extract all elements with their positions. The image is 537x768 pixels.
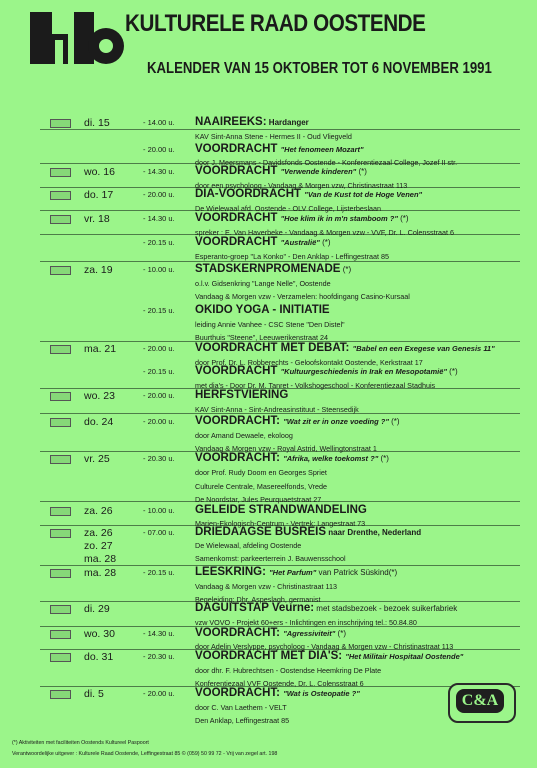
event-detail: Begeleiding: Dhr. Aspeslagh, germanist (195, 595, 321, 604)
calendar-row (0, 581, 537, 595)
event-title (195, 365, 458, 377)
event-detail: spreker : E. Van Haverbeke - Vandaag & Morgen vzw - VVF, Dr. L. Colensstraat 6 (195, 228, 454, 237)
event-day: vr. 18 (84, 213, 110, 225)
event-detail: leiding Annie Vanhee - CSC Stene "Den Distel" (195, 320, 345, 329)
calendar-row (0, 453, 537, 467)
event-note: (*) (335, 629, 346, 638)
event-detail: KAV Sint-Anna Stene - Hermes II - Oud Vliegveld (195, 132, 352, 141)
event-title-text: VOORDRACHT (195, 212, 278, 224)
calendar-row (0, 505, 537, 519)
event-title (195, 504, 367, 516)
event-title (195, 212, 409, 224)
checkbox-icon (50, 418, 71, 427)
calendar-row (0, 527, 537, 541)
event-day: zo. 27 (84, 540, 113, 552)
event-day: wo. 16 (84, 166, 115, 178)
event-title-text: VOORDRACHT (195, 365, 278, 377)
event-time: - 10.00 u. (143, 506, 175, 515)
event-title-text: VOORDRACHT: (195, 452, 280, 464)
calendar-row (0, 117, 537, 131)
event-title (195, 165, 367, 177)
event-note: (*) (397, 214, 409, 223)
event-detail: met dia's - Door Dr. M. Tanret - Volkshogeschool - Konferentiezaal Stadhuis (195, 381, 436, 390)
event-topic: "Agressiviteit" (283, 629, 336, 638)
event-detail: De Wielewaal afd. Oostende - OLV College, Lijsterbeslaan (195, 204, 382, 213)
event-topic: "Wat is Osteopatie ?" (283, 689, 360, 698)
event-topic: "Wat zit er in onze voeding ?" (283, 417, 389, 426)
calendar-row (0, 237, 537, 251)
event-title-text: DAGUITSTAP Veurne: (195, 602, 315, 614)
event-day: ma. 28 (84, 553, 117, 565)
event-title (195, 263, 351, 275)
event-day: di. 5 (84, 688, 104, 700)
event-time: - 20.30 u. (143, 454, 175, 463)
event-note: met stadsbezoek - bezoek suikerfabriek (314, 604, 458, 613)
event-note: (*) (340, 265, 352, 274)
event-title (195, 452, 389, 464)
calendar-row (0, 291, 537, 305)
event-title-text: LEESKRING: (195, 566, 266, 578)
event-detail: o.l.v. Gidsenkring "Lange Nelle", Oostende (195, 279, 331, 288)
event-time: - 20.00 u. (143, 190, 175, 199)
event-time: - 20.00 u. (143, 391, 175, 400)
event-title-text: DIA-VOORDRACHT (195, 188, 302, 200)
page-subtitle: KALENDER VAN 15 OKTOBER TOT 6 NOVEMBER 1991 (147, 60, 492, 77)
event-title-text: VOORDRACHT (195, 236, 278, 248)
event-title (195, 188, 422, 200)
event-detail: Samenkomst: parkeerterrein J. Bauwensschool (195, 554, 346, 563)
event-detail: Vandaag & Morgen vzw - Royal Astrid, Wellingtonstraat 1 (195, 444, 377, 453)
calendar-row (0, 366, 537, 380)
calendar-row (0, 278, 537, 292)
ca-logo (448, 683, 516, 723)
event-topic: "Australië" (280, 238, 320, 247)
calendar-row (0, 264, 537, 278)
calendar-row (0, 144, 537, 158)
kb-logo (30, 12, 126, 64)
event-title (195, 342, 495, 354)
event-detail: door Prof. Dr. L. Robberechts - Geloofskontakt Oostende, Kerkstraat 17 (195, 358, 423, 367)
calendar-row (0, 651, 537, 665)
event-detail: De Noordstar, Jules Peurquaetstraat 27 (195, 495, 322, 504)
event-title (195, 602, 457, 614)
calendar-row (0, 305, 537, 319)
event-day: wo. 23 (84, 390, 115, 402)
event-time: - 14.00 u. (143, 118, 175, 127)
event-detail: door Adelin Verslyppe, psycholoog - Vandaag & Morgen vzw - Christinastraat 113 (195, 642, 454, 651)
event-topic: "Het Militair Hospitaal Oostende" (345, 652, 464, 661)
event-topic: "Van de Kust tot de Hoge Venen" (304, 190, 423, 199)
event-detail: door een psycholoog - Vandaag & Morgen vzw, Christinastraat 113 (195, 181, 408, 190)
event-time: - 20.15 u. (143, 367, 175, 376)
checkbox-icon (50, 605, 71, 614)
event-detail: Vandaag & Morgen vzw - Christinastraat 113 (195, 582, 337, 591)
event-day: do. 31 (84, 651, 114, 663)
event-day: do. 17 (84, 189, 114, 201)
calendar-row (0, 553, 537, 567)
event-time: - 20.15 u. (143, 238, 175, 247)
checkbox-icon (50, 690, 71, 699)
event-title-text: VOORDRACHT MET DEBAT: (195, 342, 350, 354)
event-title (195, 687, 360, 699)
event-title-text: OKIDO YOGA - INITIATIE (195, 304, 330, 316)
checkbox-icon (50, 266, 71, 275)
event-detail: Konferentiezaal VVF Oostende, Dr. L. Colensstraat 6 (195, 679, 364, 688)
event-note: (*) (388, 417, 400, 426)
event-time: - 20.15 u. (143, 306, 175, 315)
event-title-text: VOORDRACHT: (195, 627, 280, 639)
event-note: (*) (446, 367, 458, 376)
event-title (195, 389, 288, 401)
event-title-text: VOORDRACHT (195, 143, 278, 155)
calendar-row (0, 540, 537, 554)
event-day: za. 26 (84, 505, 113, 517)
event-detail: door dhr. F. Hubrechtsen - Oostendse Heemkring De Plate (195, 666, 382, 675)
event-detail: Buurthuis "Steene", Leeuwerikenstraat 24 (195, 333, 328, 342)
checkbox-icon (50, 168, 71, 177)
calendar-row (0, 467, 537, 481)
event-day: vr. 25 (84, 453, 110, 465)
event-detail: KAV Sint-Anna - Sint-Andreasinstituut - Steensedijk (195, 405, 359, 414)
checkbox-icon (50, 653, 71, 662)
event-day: di. 29 (84, 603, 110, 615)
calendar-row (0, 390, 537, 404)
event-title (195, 650, 463, 662)
calendar-row (0, 603, 537, 617)
event-title-suffix: naar Drenthe, Nederland (326, 528, 422, 537)
event-day: wo. 30 (84, 628, 115, 640)
event-title (195, 143, 364, 155)
calendar-row (0, 343, 537, 357)
checkbox-icon (50, 392, 71, 401)
checkbox-icon (50, 569, 71, 578)
checkbox-icon (50, 119, 71, 128)
event-title-text: DRIEDAAGSE BUSREIS (195, 526, 326, 538)
event-day: za. 26 (84, 527, 113, 539)
event-title (195, 415, 400, 427)
event-title (195, 627, 346, 639)
event-detail: Culturele Centrale, Masereelfonds, Vrede (195, 482, 327, 491)
event-detail: door Prof. Rudy Doom en Georges Spriet (195, 468, 327, 477)
event-detail: door C. Van Laethem - VELT (195, 703, 287, 712)
event-detail: Vandaag & Morgen vzw - Verzamelen: hoofdingang Casino-Kursaal (195, 292, 410, 301)
event-time: - 14.30 u. (143, 629, 175, 638)
event-note: (*) (356, 167, 367, 176)
event-title-text: VOORDRACHT MET DIA'S: (195, 650, 343, 662)
calendar-row (0, 481, 537, 495)
checkbox-icon (50, 191, 71, 200)
event-title-text: VOORDRACHT (195, 165, 278, 177)
page-title: KULTURELE RAAD OOSTENDE (125, 10, 426, 37)
checkbox-icon (50, 630, 71, 639)
event-title-text: VOORDRACHT: (195, 415, 280, 427)
event-time: - 14.30 u. (143, 214, 175, 223)
event-detail: Marien-Ekologisch-Centrum - Vertrek: Langestraat 73 (195, 519, 366, 528)
event-title (195, 116, 309, 128)
checkbox-icon (50, 455, 71, 464)
event-title (195, 566, 397, 578)
event-title (195, 236, 331, 248)
event-title-text: NAAIREEKS: (195, 116, 267, 128)
event-title (195, 526, 421, 538)
event-time: - 20.00 u. (143, 417, 175, 426)
event-note: (*) (319, 238, 331, 247)
ca-logo-text: C&A (456, 689, 504, 713)
event-day: ma. 28 (84, 567, 117, 579)
checkbox-icon (50, 529, 71, 538)
event-topic: "Afrika, welke toekomst ?" (283, 454, 379, 463)
event-detail: Esperanto-groep "La Konko" - Den Anklap - Leffingestraat 85 (195, 252, 389, 261)
calendar-row (0, 567, 537, 581)
event-note: van Patrick Süskind(*) (316, 568, 398, 577)
event-title-text: HERFSTVIERING (195, 389, 289, 401)
calendar-row (0, 665, 537, 679)
event-time: - 20.00 u. (143, 689, 175, 698)
footnote-publisher: Verantwoordelijke uitgever : Kulturele Raad Oostende, Leffingestraat 85 © (059) 50 99 72 - Vrij van zegel art. 198 (12, 751, 278, 757)
calendar-row (0, 628, 537, 642)
calendar-row (0, 416, 537, 430)
event-time: - 10.00 u. (143, 265, 175, 274)
event-time: - 20.00 u. (143, 145, 175, 154)
event-title-text: STADSKERNPROMENADE (195, 263, 341, 275)
event-topic: "Het Parfum" (269, 568, 317, 577)
event-time: - 07.00 u. (143, 528, 175, 537)
checkbox-icon (50, 345, 71, 354)
event-title (195, 304, 330, 316)
event-day: za. 19 (84, 264, 113, 276)
event-detail: Den Anklap, Leffingestraat 85 (195, 716, 290, 725)
footnote-paspoort: (*) Aktiviteiten met faciliteiten Oostends Kultureel Paspoort (12, 740, 149, 746)
event-time: - 20.30 u. (143, 652, 175, 661)
event-day: do. 24 (84, 416, 114, 428)
event-topic: "Babel en een Exegese van Genesis 11" (352, 344, 495, 353)
calendar-row (0, 189, 537, 203)
event-topic: "Hoe klim ik in m'n stamboom ?" (280, 214, 398, 223)
event-detail: door Amand Dewaele, ekoloog (195, 431, 293, 440)
event-time: - 20.15 u. (143, 568, 175, 577)
event-note: (*) (378, 454, 389, 463)
event-topic: "Verwende kinderen" (280, 167, 357, 176)
event-detail: vzw VOVO - Projekt 60+ers - Inlichtingen en inschrijving tel.: 50.84.80 (195, 618, 417, 627)
calendar-row (0, 430, 537, 444)
event-topic: "Het fenomeen Mozart" (280, 145, 364, 154)
event-title-suffix: Hardanger (266, 118, 309, 127)
event-title-text: VOORDRACHT: (195, 687, 280, 699)
event-time: - 20.00 u. (143, 344, 175, 353)
calendar-row (0, 319, 537, 333)
calendar-row (0, 213, 537, 227)
event-title-text: GELEIDE STRANDWANDELING (195, 504, 367, 516)
event-time: - 14.30 u. (143, 167, 175, 176)
calendar-row (0, 166, 537, 180)
event-topic: "Kultuurgeschiedenis in Irak en Mesopotamië" (280, 367, 447, 376)
checkbox-icon (50, 215, 71, 224)
checkbox-icon (50, 507, 71, 516)
event-detail: De Wielewaal, afdeling Oostende (195, 541, 302, 550)
event-day: di. 15 (84, 117, 110, 129)
event-day: ma. 21 (84, 343, 117, 355)
event-detail: door J. Meersmans - Davidsfonds Oostende - Konferentiezaal College, Jozef II str. (195, 158, 458, 167)
